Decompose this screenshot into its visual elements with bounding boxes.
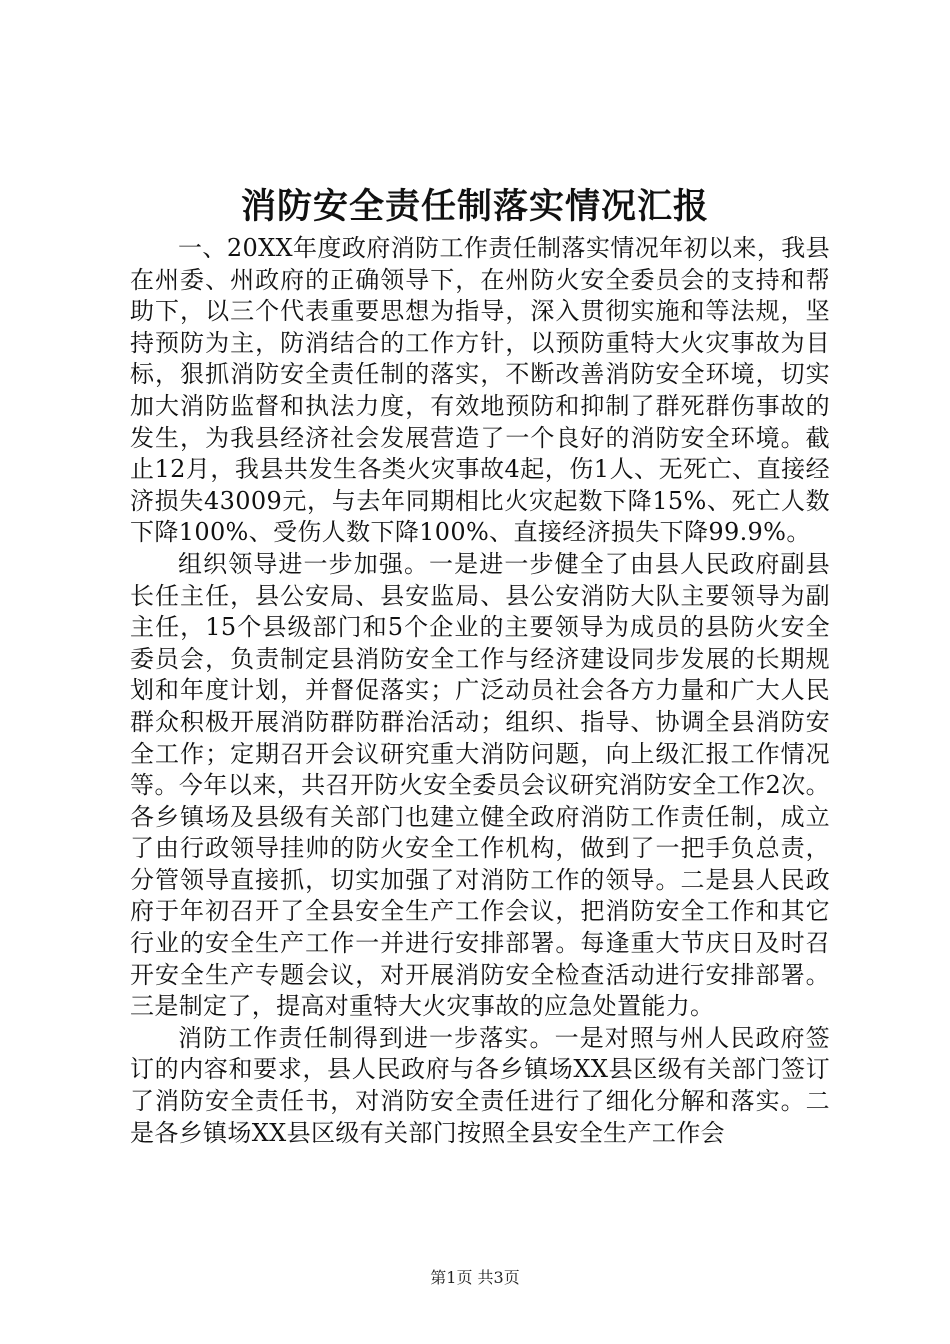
document-title: 消防安全责任制落实情况汇报 (240, 186, 709, 227)
paragraph: 组织领导进一步加强。一是进一步健全了由县人民政府副县长任主任，县公安局、县安监局、县公安消防大队主要领导为副主任，15个县级部门和5个企业的主要领导为成员的县防火安全委员会，负责制定县消防安全工作与经济建设同步发展的长期规划和年度计划，并督促落实；广泛动员社会各方力量和广大人民群众积极开展消防群防群治活动；组织、指导、协调全县消防安全工作；定期召开会议研究重大消防问题，向上级汇报工作情况等。今年以来，共召开防火安全委员会议研究消防安全工作2次。各乡镇场及县级有关部门也建立健全政府消防工作责任制，成立了由行政领导挂帅的防火安全工作机构，做到了一把手负总责，分管领导直接抓，切实加强了对消防工作的领导。二是县人民政府于年初召开了全县安全生产工作会议，把消防安全工作和其它行业的安全生产工作一并进行安排部署。每逢重大节庆日及时召开安全生产专题会议，对开展消防安全检查活动进行安排部署。三是制定了，提高对重特大火灾事故的应急处置能力。 (130, 549, 830, 1021)
page-number-footer: 第1页 共3页 (430, 1268, 520, 1287)
paragraph: 消防工作责任制得到进一步落实。一是对照与州人民政府签订的内容和要求，县人民政府与各乡镇场XX县区级有关部门签订了消防安全责任书，对消防安全责任进行了细化分解和落实。二是各乡镇场XX县区级有关部门按照全县安全生产工作会 (130, 1023, 830, 1147)
paragraph: 一、20XX年度政府消防工作责任制落实情况年初以来，我县在州委、州政府的正确领导下，在州防火安全委员会的支持和帮助下，以三个代表重要思想为指导，深入贯彻实施和等法规，坚持预防为主，防消结合的工作方针，以预防重特大火灾事故为目标，狠抓消防安全责任制的落实，不断改善消防安全环境，切实加大消防监督和执法力度，有效地预防和抑制了群死群伤事故的发生，为我县经济社会发展营造了一个良好的消防安全环境。截止12月，我县共发生各类火灾事故4起，伤1人、无死亡、直接经济损失43009元，与去年同期相比火灾起数下降15%、死亡人数下降100%、受伤人数下降100%、直接经济损失下降99.9%。 (130, 234, 830, 547)
document-body (130, 233, 830, 1149)
